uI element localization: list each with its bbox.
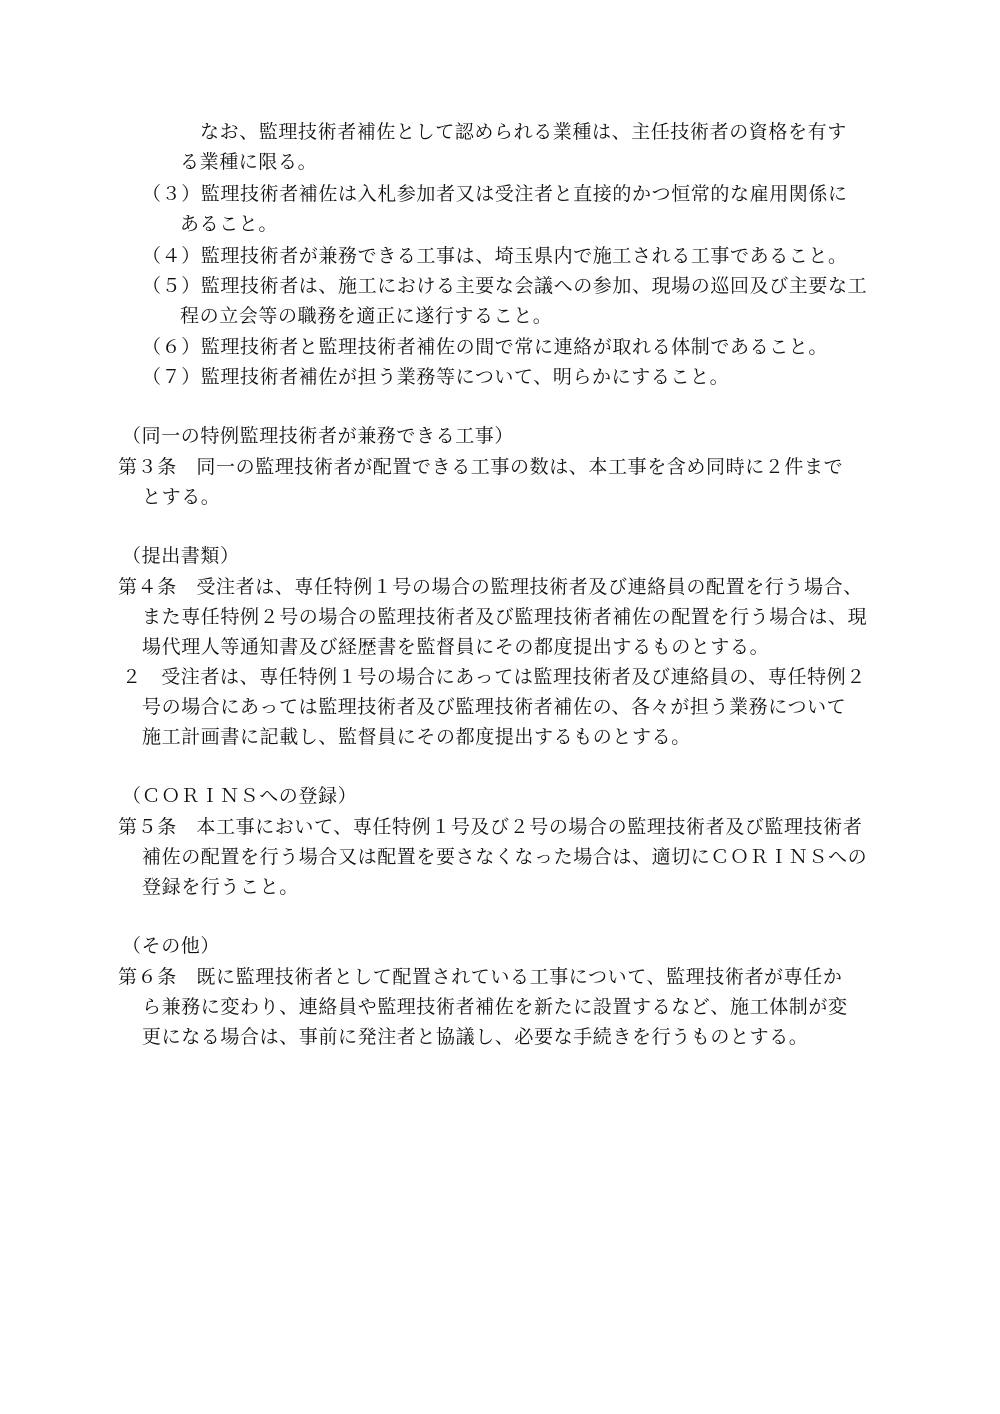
item-4-line-1: （４）監理技術者が兼務できる工事は、埼玉県内で施工される工事であること。 [142,245,848,267]
note-line-1: なお、監理技術者補佐として認められる業種は、主任技術者の資格を有す [200,121,847,143]
article-4-para-2-line-3: 施工計画書に記載し、監督員にその都度提出するものとする。 [142,726,691,748]
article-4-line-2: また専任特例２号の場合の監理技術者及び監理技術者補佐の配置を行う場合は、現 [142,606,868,628]
item-7-line-1: （７）監理技術者補佐が担う業務等について、明らかにすること。 [142,366,730,388]
article-6-heading: （その他） [122,935,221,957]
article-5-line-2: 補佐の配置を行う場合又は配置を要さなくなった場合は、適切にＣＯＲＩＮＳへの [142,846,868,868]
article-4-para-2-line-1: ２ 受注者は、専任特例１号の場合にあっては監理技術者及び連絡員の、専任特例２ [122,666,866,688]
article-4-para-2-line-2: 号の場合にあっては監理技術者及び監理技術者補佐の、各々が担う業務について [142,696,847,718]
item-3-line-2: あること。 [180,213,279,235]
article-6-line-1: 第６条 既に監理技術者として配置されている工事について、監理技術者が専任か [118,966,843,988]
article-3-line-2: とする。 [142,486,221,508]
article-4-line-3: 場代理人等通知書及び経歴書を監督員にその都度提出するものとする。 [142,636,770,658]
article-5-heading: （ＣＯＲＩＮＳへの登録） [122,785,358,807]
article-6-line-2: ら兼務に変わり、連絡員や監理技術者補佐を新たに設置するなど、施工体制が変 [142,996,848,1018]
article-5-line-1: 第５条 本工事において、専任特例１号及び２号の場合の監理技術者及び監理技術者 [118,816,863,838]
article-6-line-3: 更になる場合は、事前に発注者と協議し、必要な手続きを行うものとする。 [142,1026,809,1048]
item-5-line-2: 程の立会等の職務を適正に遂行すること。 [180,305,553,327]
note-line-2: る業種に限る。 [180,151,318,173]
article-5-line-3: 登録を行うこと。 [142,876,299,898]
article-3-heading: （同一の特例監理技術者が兼務できる工事） [122,425,515,447]
article-3-line-1: 第３条 同一の監理技術者が配置できる工事の数は、本工事を含め同時に２件まで [118,456,844,478]
item-3-line-1: （３）監理技術者補佐は入札参加者又は受注者と直接的かつ恒常的な雇用関係に [142,183,848,205]
item-5-line-1: （５）監理技術者は、施工における主要な会議への参加、現場の巡回及び主要な工 [142,275,868,297]
article-4-line-1: 第４条 受注者は、専任特例１号の場合の監理技術者及び連絡員の配置を行う場合、 [118,576,863,598]
article-4-heading: （提出書類） [122,545,240,567]
item-6-line-1: （６）監理技術者と監理技術者補佐の間で常に連絡が取れる体制であること。 [142,336,829,358]
